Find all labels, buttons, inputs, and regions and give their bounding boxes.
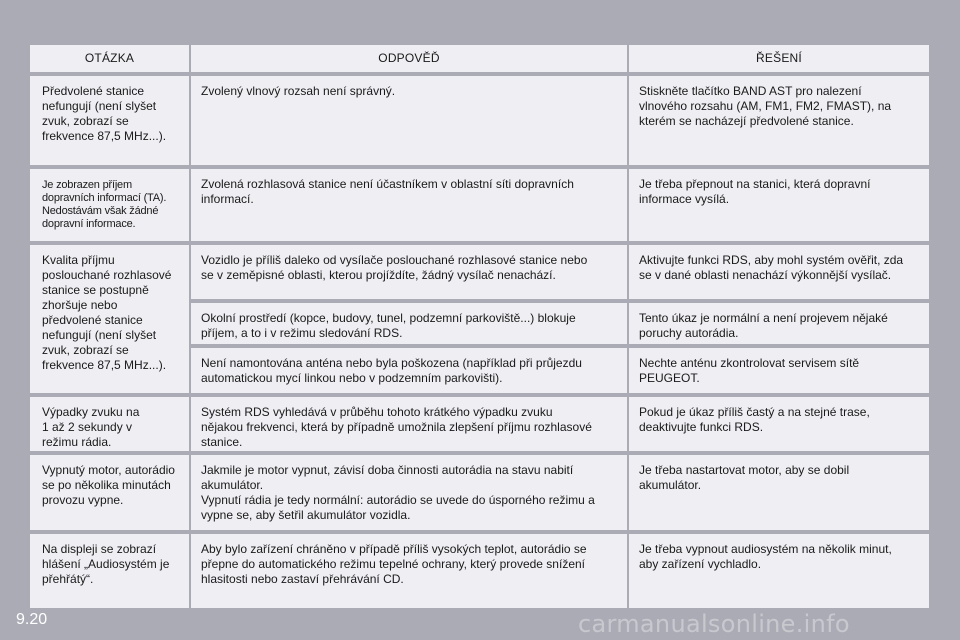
row-4-solution-0: Je třeba nastartovat motor, aby se dobil akumulátor.	[629, 455, 929, 530]
row-1-solution-0: Je třeba přepnout na stanici, která dopravní informace vysílá.	[629, 169, 929, 241]
row-3-answer-0: Systém RDS vyhledává v průběhu tohoto krátkého výpadku zvuku nějakou frekvenci, která by případně umožnila zlepšení příjmu rozhlasové stanice.	[191, 397, 627, 451]
row-0-solution-0: Stiskněte tlačítko BAND AST pro nalezení vlnového rozsahu (AM, FM1, FM2, FMAST), na kterém se nacházejí předvolené stanice.	[629, 76, 929, 165]
row-1-answer-0: Zvolená rozhlasová stanice není účastníkem v oblastní síti dopravních informací.	[191, 169, 627, 241]
row-2-answer-0: Vozidlo je příliš daleko od vysílače poslouchané rozhlasové stanice nebo se v zeměpisné oblasti, kterou projíždíte, žádný vysílač nenachází.	[191, 245, 627, 299]
header-solution: ŘEŠENÍ	[629, 45, 929, 72]
row-2-solution-1: Tento úkaz je normální a není projevem nějaké poruchy autorádia.	[629, 303, 929, 344]
header-answer: ODPOVĚĎ	[191, 45, 627, 72]
page-number: 9.20	[16, 611, 48, 628]
row-0-question: Předvolené stanice nefungují (není slyšet zvuk, zobrazí se frekvence 87,5 MHz...).	[30, 76, 189, 165]
row-1-question: Je zobrazen příjem dopravních informací (TA). Nedostávám však žádné dopravní informace.	[30, 169, 189, 241]
row-5-solution-0: Je třeba vypnout audiosystém na několik minut, aby zařízení vychladlo.	[629, 534, 929, 608]
header-question: OTÁZKA	[30, 45, 189, 72]
row-2-solution-0: Aktivujte funkci RDS, aby mohl systém ověřit, zda se v dané oblasti nenachází výkonnější vysílač.	[629, 245, 929, 299]
row-2-answer-1: Okolní prostředí (kopce, budovy, tunel, podzemní parkoviště...) blokuje příjem, a to i v režimu sledování RDS.	[191, 303, 627, 344]
row-4-question: Vypnutý motor, autorádio se po několika minutách provozu vypne.	[30, 455, 189, 530]
watermark: carmanualsonline.info	[578, 610, 850, 638]
row-5-answer-0: Aby bylo zařízení chráněno v případě příliš vysokých teplot, autorádio se přepne do automatického režimu tepelné ochrany, který provede snížení hlasitosti nebo zastaví přehrávání CD.	[191, 534, 627, 608]
row-0-answer-0: Zvolený vlnový rozsah není správný.	[191, 76, 627, 165]
row-3-question: Výpadky zvuku na 1 až 2 sekundy v režimu rádia.	[30, 397, 189, 451]
row-4-answer-0: Jakmile je motor vypnut, závisí doba činnosti autorádia na stavu nabití akumulátor. Vypnutí rádia je tedy normální: autorádio se uvede do úsporného režimu a vypne se, aby šetřil akumulátor vozidla.	[191, 455, 627, 530]
row-2-question: Kvalita příjmu poslouchané rozhlasové stanice se postupně zhoršuje nebo předvolené stanice nefungují (není slyšet zvuk, zobrazí se frekvence 87,5 MHz...).	[30, 245, 189, 393]
row-3-solution-0: Pokud je úkaz příliš častý a na stejné trase, deaktivujte funkci RDS.	[629, 397, 929, 451]
row-5-question: Na displeji se zobrazí hlášení „Audiosystém je přehřátý“.	[30, 534, 189, 608]
row-2-solution-2: Nechte anténu zkontrolovat servisem sítě PEUGEOT.	[629, 348, 929, 393]
row-2-answer-2: Není namontována anténa nebo byla poškozena (například při průjezdu automatickou mycí linkou nebo v podzemním parkovišti).	[191, 348, 627, 393]
